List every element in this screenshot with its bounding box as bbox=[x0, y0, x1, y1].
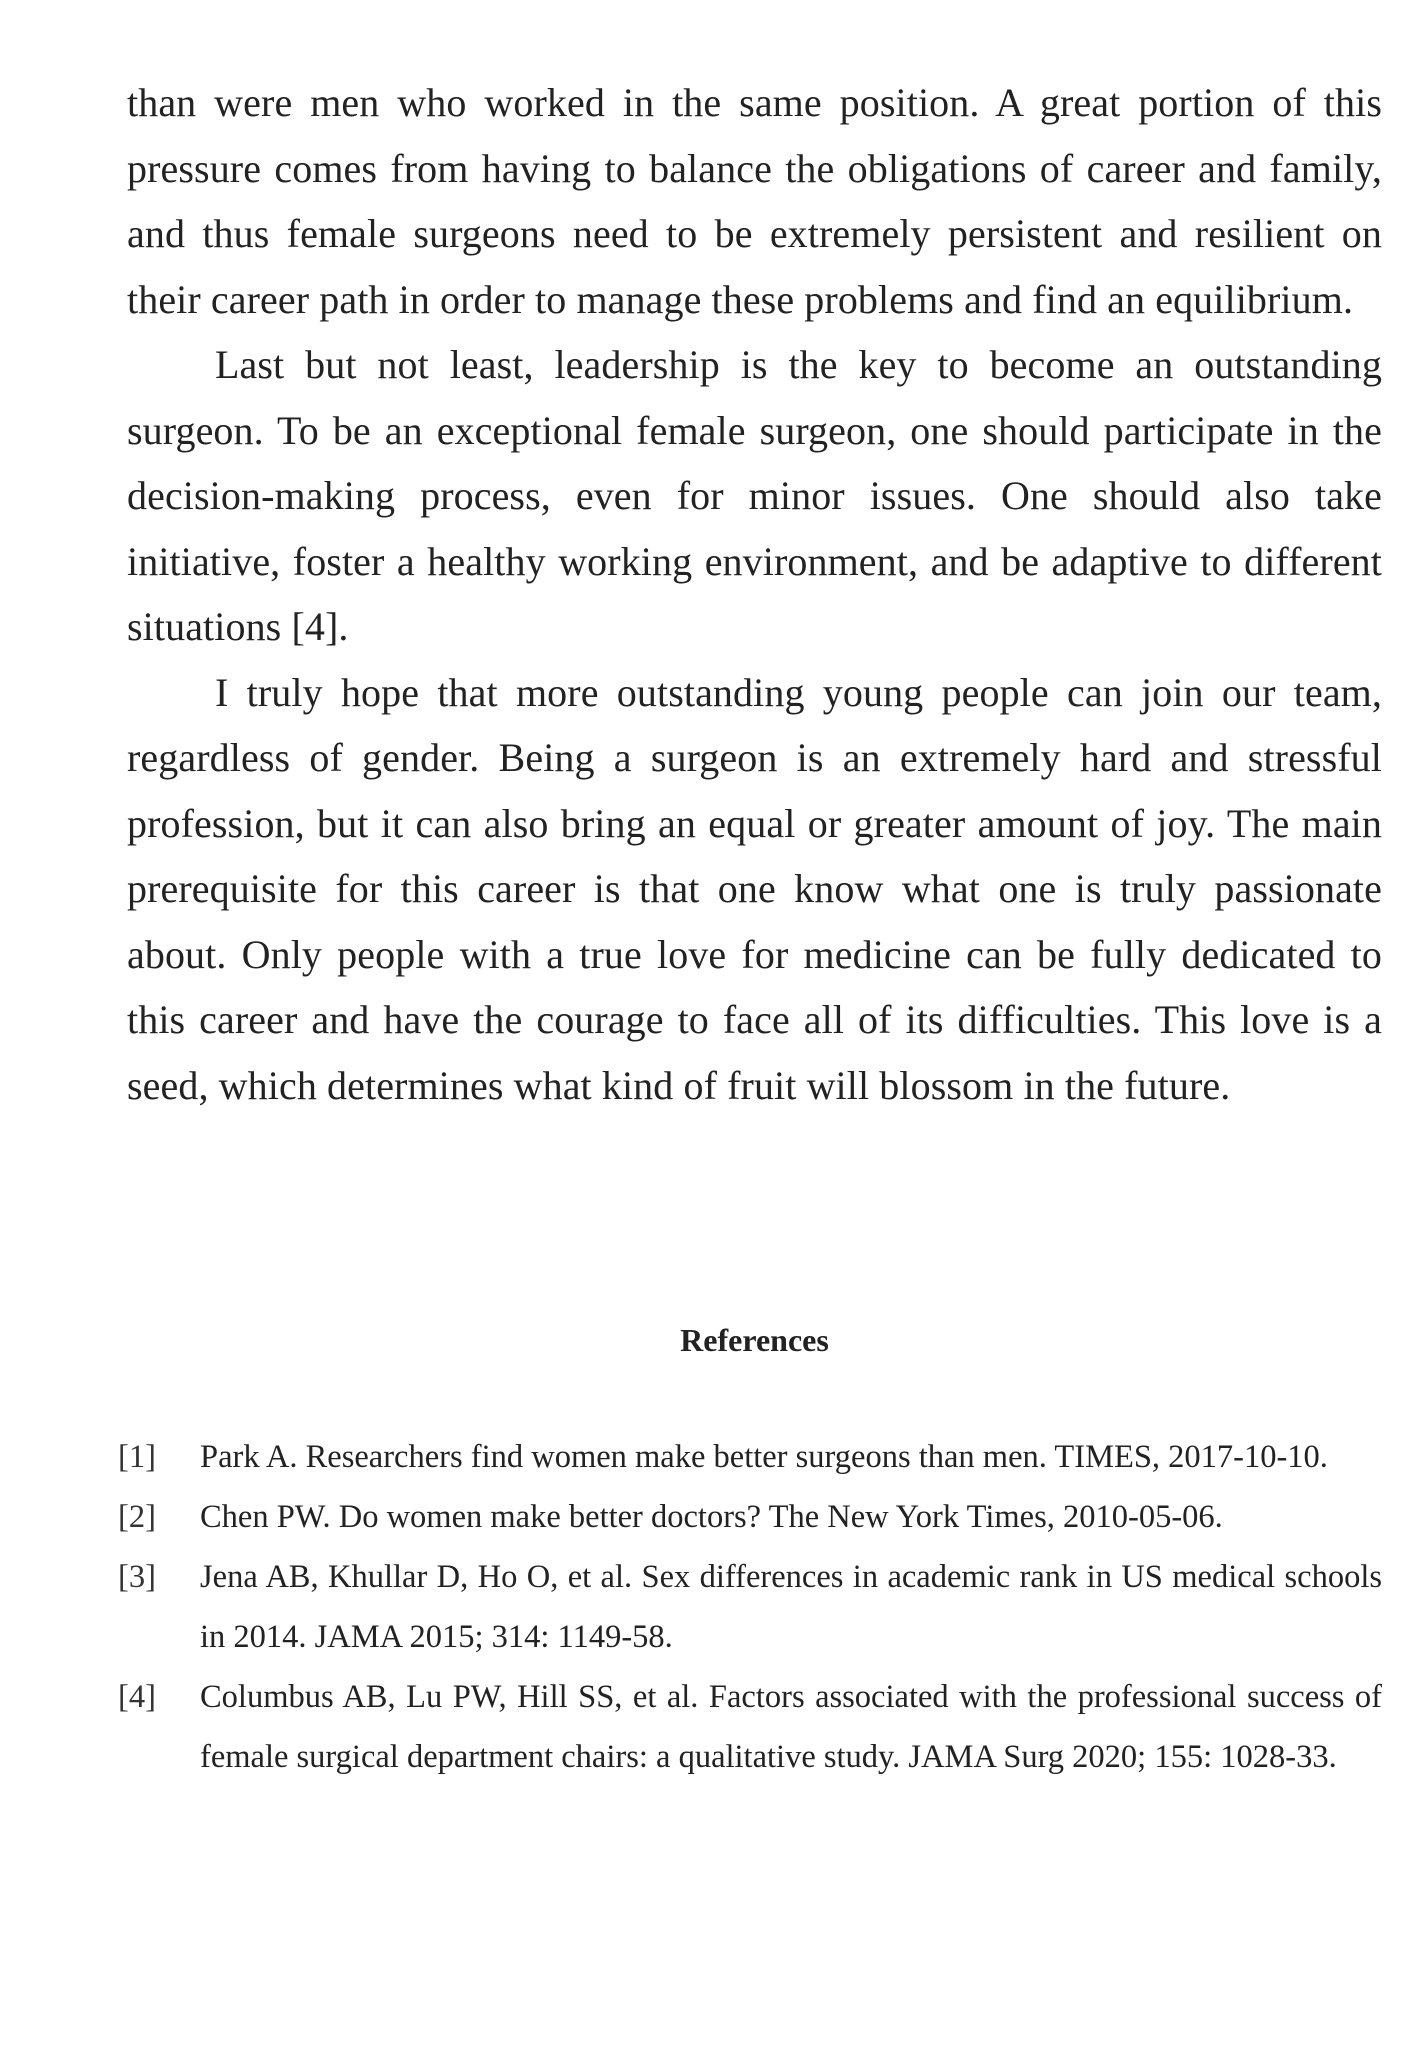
reference-number: [3] bbox=[118, 1559, 156, 1595]
reference-item bbox=[118, 1487, 1382, 1547]
reference-number: [4] bbox=[118, 1679, 156, 1715]
reference-item bbox=[118, 1667, 1382, 1787]
reference-item bbox=[118, 1427, 1382, 1487]
paragraph-2: Last but not least, leadership is the key to become an outstanding surgeon. To be an exceptional female surgeon, one should participate in the decision-making process, even for minor issues. One should also take initiative, foster a healthy working environment, and be adaptive to different situations [4]. bbox=[127, 342, 1382, 649]
reference-number: [2] bbox=[118, 1499, 156, 1535]
references-list bbox=[118, 1427, 1382, 1787]
body-text bbox=[127, 70, 1382, 1118]
paragraph-1: than were men who worked in the same position. A great portion of this pressure comes from having to balance the obligations of career and family, and thus female surgeons need to be extremely persistent and resilient on their career path in order to manage these problems and find an equilibrium. bbox=[127, 80, 1382, 322]
reference-number: [1] bbox=[118, 1439, 156, 1475]
reference-text: Chen PW. Do women make better doctors? The New York Times, 2010-05-06. bbox=[200, 1499, 1223, 1535]
references-heading: References bbox=[680, 1322, 829, 1358]
paragraph-3: I truly hope that more outstanding young people can join our team, regardless of gender. Being a surgeon is an extremely hard and stressful profession, but it can also bring an equal or greater amount of joy. The main prerequisite for this career is that one know what one is truly passionate about. Only people with a true love for medicine can be fully dedicated to this career and have the courage to face all of its difficulties. This love is a seed, which determines what kind of fruit will blossom in the future. bbox=[127, 669, 1382, 1108]
reference-text: Columbus AB, Lu PW, Hill SS, et al. Factors associated with the professional success of female surgical department chairs: a qualitative study. JAMA Surg 2020; 155: 1028-33. bbox=[200, 1679, 1382, 1775]
reference-text: Jena AB, Khullar D, Ho O, et al. Sex differences in academic rank in US medical schools in 2014. JAMA 2015; 314: 1149-58. bbox=[200, 1559, 1382, 1655]
reference-item bbox=[118, 1547, 1382, 1667]
reference-text: Park A. Researchers find women make better surgeons than men. TIMES, 2017-10-10. bbox=[200, 1439, 1328, 1475]
